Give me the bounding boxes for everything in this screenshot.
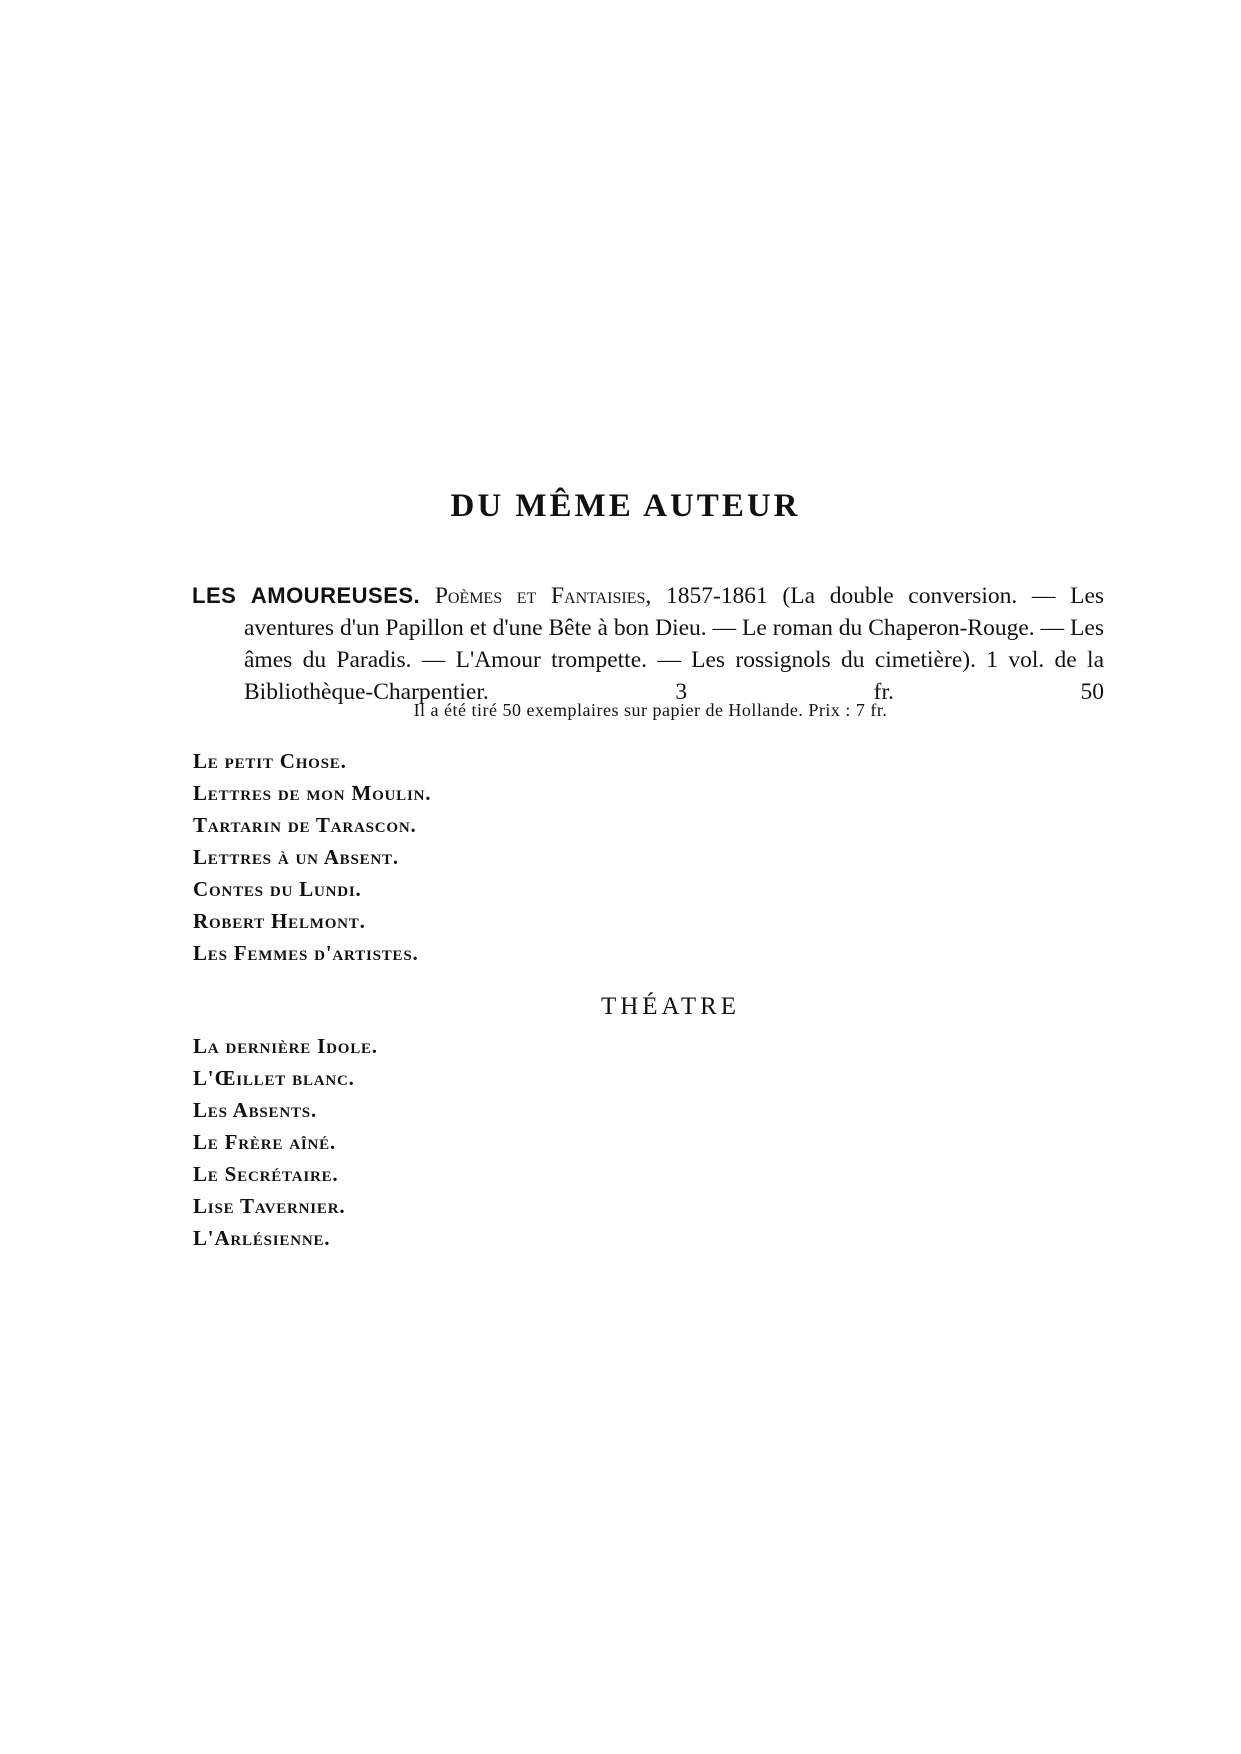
work-item: Robert Helmont. <box>193 909 366 933</box>
bibliography-entry <box>192 580 1104 708</box>
theatre-item: L'Arlésienne. <box>193 1226 331 1250</box>
theatre-item: Le Secrétaire. <box>193 1162 339 1186</box>
theatre-item: Lise Tavernier. <box>193 1194 346 1218</box>
page-heading: DU MÊME AUTEUR <box>450 488 801 524</box>
work-item: Lettres de mon Moulin. <box>193 781 432 805</box>
entry-description: 1857-1861 (La double conversion. — Les aventures d'un Papillon et d'une Bête à bon Dieu. — Le roman du Chaperon-Rouge. — Les âmes du Paradis. — L'Amour trompette. — Les rossignols du cimetière). 1 vol. de la Bibliothèque-Charpentier. <box>244 583 1105 705</box>
theatre-item: Le Frère aîné. <box>193 1130 336 1154</box>
theatre-item: La dernière Idole. <box>193 1034 378 1058</box>
entry-subtitle: Poèmes et Fantaisies, <box>434 583 652 609</box>
theatre-item: L'Œillet blanc. <box>193 1066 355 1090</box>
entry-title: LES AMOUREUSES. <box>192 583 421 608</box>
theatre-heading: THÉATRE <box>600 993 741 1020</box>
work-item: Tartarin de Tarascon. <box>193 813 417 837</box>
works-list <box>193 745 431 969</box>
edition-note: Il a été tiré 50 exemplaires sur papier de Hollande. Prix : 7 fr. <box>413 700 888 720</box>
theatre-list <box>193 1030 378 1254</box>
work-item: Le petit Chose. <box>193 749 347 773</box>
work-item: Contes du Lundi. <box>193 877 362 901</box>
work-item: Les Femmes d'artistes. <box>193 941 419 965</box>
work-item: Lettres à un Absent. <box>193 845 399 869</box>
entry-price: 3 fr. 50 <box>675 679 1104 705</box>
theatre-item: Les Absents. <box>193 1098 317 1122</box>
